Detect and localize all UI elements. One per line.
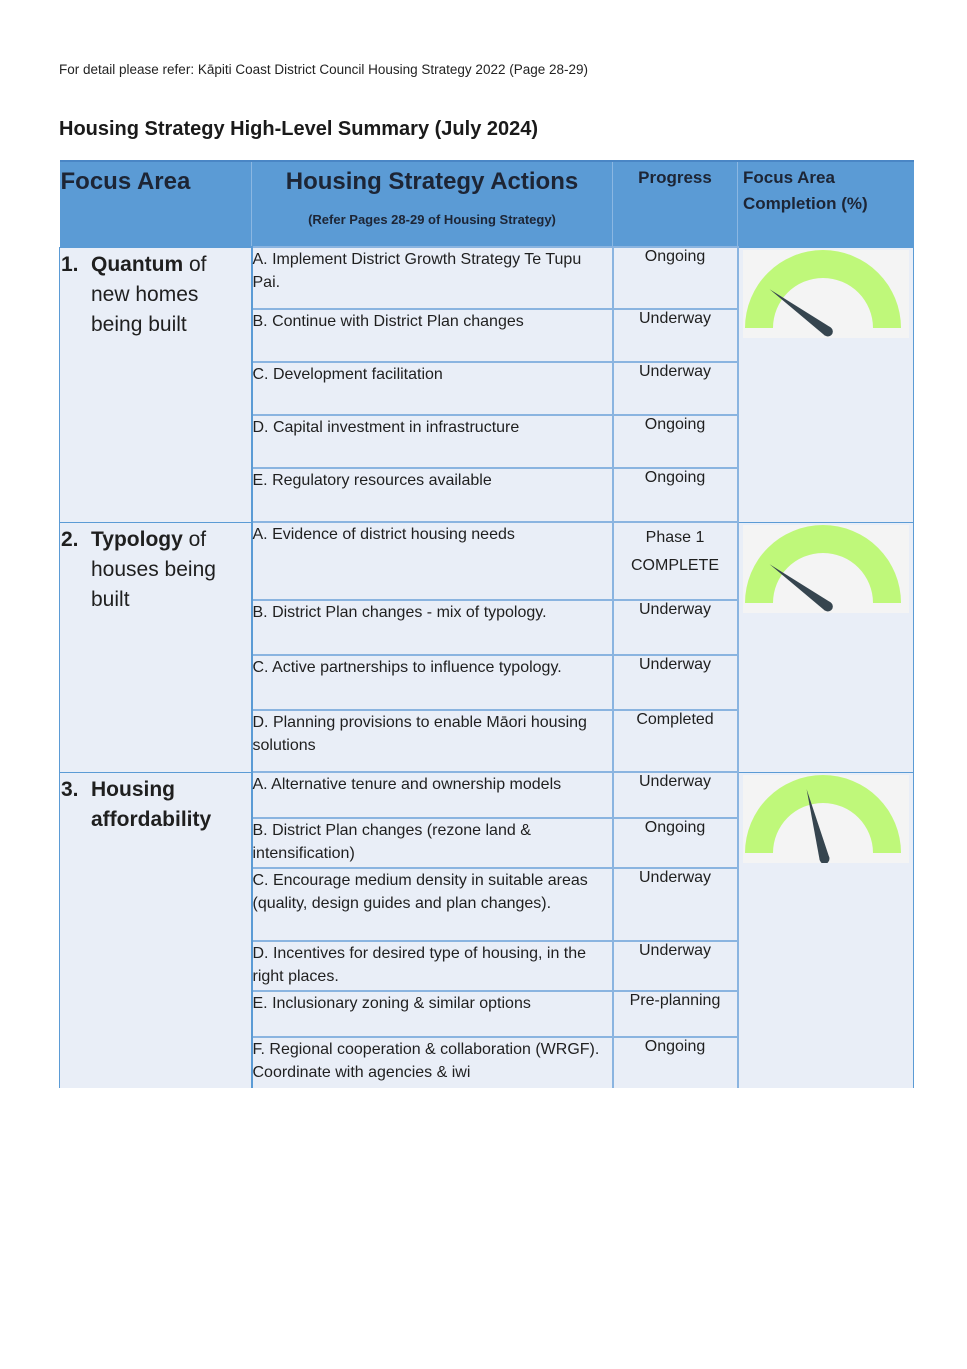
progress-status [613,309,738,362]
gauge-container [743,775,909,863]
gauge-arc [745,250,901,328]
gauge-container [743,525,909,613]
action-cell: B. District Plan changes (rezone land & intensification) [252,818,613,868]
progress-status [613,772,738,818]
progress-label: Underway [638,869,712,886]
table-row [60,772,914,818]
focus-area-title-bold: Quantum [91,252,184,276]
progress-label: Underway [638,310,712,327]
focus-area-title [91,250,251,340]
focus-area-number: 3. [61,777,79,801]
gauge-hub [822,601,832,611]
action-cell: A. Implement District Growth Strategy Te Tupu Pai. [252,247,613,309]
progress-label-line2: COMPLETE [630,557,719,574]
table-row [60,247,914,309]
focus-area-title [91,525,251,615]
action-cell: E. Regulatory resources available [252,468,613,522]
completion-cell [738,772,914,1088]
header-actions-subtitle: (Refer Pages 28-29 of Housing Strategy) [308,212,556,227]
progress-label: Underway [638,773,712,790]
action-cell: F. Regional cooperation & collaboration (WRGF). Coordinate with agencies & iwi [252,1037,613,1088]
progress-status [613,710,738,772]
progress-status [613,247,738,309]
progress-label: Ongoing [644,819,706,836]
action-cell: B. Continue with District Plan changes [252,309,613,362]
focus-area-cell [60,522,252,772]
progress-label: Ongoing [644,1038,706,1055]
action-cell: B. District Plan changes - mix of typology. [252,600,613,655]
focus-area-title-rest: of houses being built [91,527,216,611]
focus-area-cell [60,772,252,1088]
header-progress-label: Progress [638,168,712,187]
completion-gauge [743,775,909,863]
action-cell: C. Active partnerships to influence typology. [252,655,613,710]
progress-status [613,600,738,655]
focus-area-heading [60,773,251,835]
header-progress [613,161,738,247]
progress-label: Phase 1 [645,529,705,546]
header-actions-label: Housing Strategy Actions [285,168,579,195]
progress-label: Completed [636,711,714,728]
progress-status [613,991,738,1037]
action-cell: A. Alternative tenure and ownership models [252,772,613,818]
completion-cell [738,247,914,522]
completion-gauge [743,250,909,338]
focus-area-cell [60,247,252,522]
table-row [60,522,914,600]
reference-note: For detail please refer: Kāpiti Coast District Council Housing Strategy 2022 (Page 28-29) [59,62,589,77]
completion-cell [738,522,914,772]
progress-label: Underway [638,363,712,380]
progress-status [613,468,738,522]
progress-status [613,818,738,868]
focus-area-heading [60,523,251,615]
gauge-container [743,250,909,338]
page-title: Housing Strategy High-Level Summary (July 2024) [59,118,539,140]
progress-status [613,868,738,941]
progress-label: Underway [638,942,712,959]
header-actions [252,161,613,247]
gauge-hub [822,326,832,336]
progress-label: Underway [638,656,712,673]
gauge-needle [769,564,830,610]
focus-area-heading [60,248,251,340]
housing-summary-table [59,160,914,1088]
gauge-arc [745,525,901,603]
action-cell: D. Planning provisions to enable Māori housing solutions [252,710,613,772]
action-cell: D. Capital investment in infrastructure [252,415,613,468]
progress-status [613,941,738,991]
focus-area-title [91,775,251,835]
completion-gauge [743,525,909,613]
gauge-needle [769,289,830,335]
table-header-row [60,161,914,247]
focus-area-title-bold: Housing affordability [91,777,212,831]
progress-label: Underway [638,601,712,618]
focus-area-number: 2. [61,527,79,551]
progress-status [613,655,738,710]
progress-label: Ongoing [644,469,706,486]
progress-label: Ongoing [644,248,706,265]
action-cell: C. Development facilitation [252,362,613,415]
action-cell: C. Encourage medium density in suitable areas (quality, design guides and plan changes). [252,868,613,941]
focus-area-title-bold: Typology [91,527,183,551]
focus-area-number: 1. [61,252,79,276]
progress-status [613,1037,738,1088]
action-cell: D. Incentives for desired type of housing, in the right places. [252,941,613,991]
focus-area-title-rest: of new homes being built [91,252,207,336]
progress-status [613,415,738,468]
header-completion-label: Focus Area Completion (%) [743,168,868,213]
header-focus-area [60,161,252,247]
header-focus-area-label: Focus Area [60,168,191,195]
progress-status [613,522,738,600]
header-completion [738,161,914,247]
progress-label: Ongoing [644,416,706,433]
progress-status [613,362,738,415]
progress-label: Pre-planning [629,992,721,1009]
action-cell: E. Inclusionary zoning & similar options [252,991,613,1037]
action-cell: A. Evidence of district housing needs [252,522,613,600]
